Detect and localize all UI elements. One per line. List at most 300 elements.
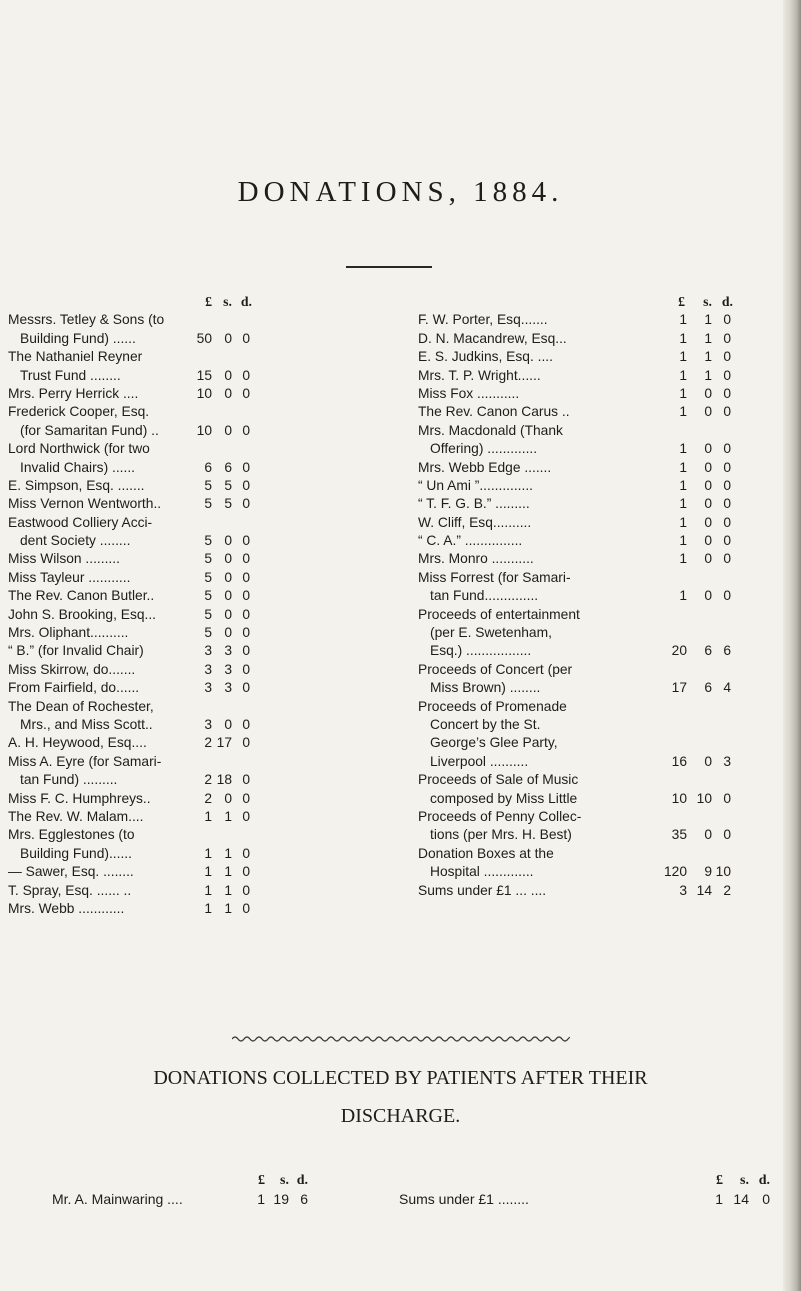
amount-pounds: 3 <box>204 716 212 732</box>
patient-donation-right <box>399 1172 799 1209</box>
donor-name: Liverpool .......... <box>430 753 529 769</box>
donation-row <box>418 459 798 477</box>
donor-name: Miss Fox ........... <box>418 385 520 401</box>
amount-pence: 0 <box>723 496 731 512</box>
amount-shillings: 1 <box>224 864 232 880</box>
amount-pounds: 1 <box>679 551 687 567</box>
amount-pounds: 1 <box>679 367 687 383</box>
amount-pence: 0 <box>242 569 250 585</box>
amount-pounds: 15 <box>196 367 212 383</box>
donor-name: Miss Forrest (for Samari- <box>418 569 571 585</box>
amount-shillings: 1 <box>704 312 712 328</box>
amount-pence: 0 <box>242 716 250 732</box>
donor-name: Miss A. Eyre (for Samari- <box>8 753 162 769</box>
amount-shillings: 0 <box>224 551 232 567</box>
donor-name: The Rev. W. Malam.... <box>8 808 144 824</box>
amount-pence: 0 <box>242 643 250 659</box>
amount-shillings: 3 <box>224 680 232 696</box>
amount-pence: 3 <box>723 753 731 769</box>
amount-pounds: 35 <box>671 827 687 843</box>
currency-header <box>399 1172 799 1190</box>
donation-row <box>8 514 372 532</box>
amount-pounds: 10 <box>196 385 212 401</box>
amount-pounds: 5 <box>204 625 212 641</box>
donor-name: Esq.) ................. <box>430 643 532 659</box>
amount-pence: 0 <box>723 551 731 567</box>
donation-row-continuation <box>8 459 372 477</box>
amount-shillings: 1 <box>704 330 712 346</box>
donation-row <box>418 514 798 532</box>
amount-shillings: 0 <box>224 588 232 604</box>
donation-row <box>8 698 372 716</box>
donor-name: A. H. Heywood, Esq.... <box>8 735 147 751</box>
section-title-line-2: DISCHARGE. <box>340 1105 461 1127</box>
amount-shillings: 1 <box>704 367 712 383</box>
donor-name: composed by Miss Little <box>430 790 578 806</box>
donation-row <box>52 1190 352 1208</box>
amount-shillings: 9 <box>704 864 712 880</box>
donor-name: Building Fund)...... <box>20 845 132 861</box>
donation-row <box>8 587 372 605</box>
pence-header: d. <box>240 294 252 309</box>
pence-header: d. <box>296 1173 308 1188</box>
donation-row-continuation <box>418 716 798 734</box>
amount-pence: 0 <box>242 459 250 475</box>
amount-shillings: 3 <box>224 643 232 659</box>
donation-row <box>8 826 372 844</box>
amount-shillings: 1 <box>224 845 232 861</box>
donor-name: Offering) ............. <box>430 441 538 457</box>
donor-name: The Rev. Canon Carus .. <box>418 404 570 420</box>
amount-shillings: 0 <box>704 588 712 604</box>
amount-pence: 0 <box>242 735 250 751</box>
donor-name: dent Society ........ <box>20 533 131 549</box>
donation-row-continuation <box>8 367 372 385</box>
donation-row <box>8 311 372 329</box>
amount-pounds: 1 <box>204 808 212 824</box>
pounds-header: £ <box>716 1173 723 1188</box>
donation-row <box>8 900 372 918</box>
wavy-divider <box>232 1034 570 1044</box>
amount-pence: 0 <box>242 367 250 383</box>
donor-name: Mrs. Oliphant.......... <box>8 625 129 641</box>
donor-name: Miss F. C. Humphreys.. <box>8 790 151 806</box>
donation-row <box>8 624 372 642</box>
amount-pounds: 5 <box>204 533 212 549</box>
donation-row-continuation <box>418 790 798 808</box>
donation-row-continuation <box>418 863 798 881</box>
amount-pence: 0 <box>762 1191 770 1208</box>
amount-pounds: 1 <box>679 533 687 549</box>
amount-shillings: 3 <box>224 661 232 677</box>
donation-row <box>399 1190 799 1208</box>
amount-pounds: 3 <box>204 680 212 696</box>
amount-shillings: 0 <box>224 422 232 438</box>
donor-name: George’s Glee Party, <box>430 735 558 751</box>
donor-name: Invalid Chairs) ...... <box>20 459 136 475</box>
amount-shillings: 6 <box>704 643 712 659</box>
donation-row <box>8 385 372 403</box>
donor-name: T. Spray, Esq. ...... .. <box>8 882 132 898</box>
amount-pounds: 1 <box>679 514 687 530</box>
amount-pence: 0 <box>242 551 250 567</box>
donor-name: Mrs. Egglestones (to <box>8 827 135 843</box>
amount-shillings: 0 <box>224 385 232 401</box>
amount-shillings: 14 <box>696 882 712 898</box>
amount-shillings: 0 <box>704 514 712 530</box>
donation-row <box>418 330 798 348</box>
amount-pence: 0 <box>723 441 731 457</box>
donation-row <box>418 477 798 495</box>
donor-name: The Rev. Canon Butler.. <box>8 588 155 604</box>
amount-shillings: 6 <box>224 459 232 475</box>
amount-shillings: 0 <box>704 496 712 512</box>
amount-pounds: 3 <box>204 643 212 659</box>
donation-row-continuation <box>418 826 798 844</box>
donation-row <box>418 771 798 789</box>
donations-left-column <box>8 293 372 918</box>
amount-pence: 0 <box>242 808 250 824</box>
donation-row-continuation <box>8 422 372 440</box>
amount-shillings: 6 <box>704 680 712 696</box>
currency-header <box>8 293 372 311</box>
amount-pounds: 1 <box>679 385 687 401</box>
donor-name: tan Fund.............. <box>430 588 539 604</box>
amount-pence: 0 <box>242 864 250 880</box>
donor-name: Trust Fund ........ <box>20 367 121 383</box>
amount-shillings: 1 <box>224 808 232 824</box>
donation-row-continuation <box>8 771 372 789</box>
amount-pounds: 17 <box>671 680 687 696</box>
donation-row-continuation <box>418 679 798 697</box>
donation-row-continuation <box>8 532 372 550</box>
amount-pounds: 1 <box>204 882 212 898</box>
donation-row <box>8 642 372 660</box>
donation-row-continuation <box>8 845 372 863</box>
donor-name: “ B.” (for Invalid Chair) <box>8 643 144 659</box>
amount-pence: 0 <box>242 661 250 677</box>
donor-name: “ T. F. G. B.” ......... <box>418 496 530 512</box>
donation-row <box>8 606 372 624</box>
donation-row <box>8 863 372 881</box>
amount-shillings: 5 <box>224 496 232 512</box>
donor-name: Messrs. Tetley & Sons (to <box>8 312 165 328</box>
amount-pence: 0 <box>723 533 731 549</box>
donor-name: Miss Wilson ......... <box>8 551 120 567</box>
amount-pounds: 6 <box>204 459 212 475</box>
amount-pounds: 5 <box>204 569 212 585</box>
donor-name: John S. Brooking, Esq... <box>8 606 157 622</box>
amount-shillings: 1 <box>224 882 232 898</box>
amount-pence: 0 <box>242 330 250 346</box>
donation-row <box>418 845 798 863</box>
amount-pounds: 2 <box>204 790 212 806</box>
amount-pounds: 5 <box>204 496 212 512</box>
donation-row <box>8 495 372 513</box>
donation-row <box>418 532 798 550</box>
donation-row-continuation <box>8 716 372 734</box>
donor-name: Hospital ............. <box>430 864 534 880</box>
donor-name: From Fairfield, do...... <box>8 680 140 696</box>
donation-row <box>418 882 798 900</box>
donation-row <box>8 661 372 679</box>
amount-pounds: 120 <box>663 864 687 880</box>
donor-name: Mrs. Macdonald (Thank <box>418 422 563 438</box>
amount-pence: 0 <box>723 477 731 493</box>
amount-shillings: 0 <box>704 459 712 475</box>
donor-name: E. S. Judkins, Esq. .... <box>418 349 553 365</box>
amount-pence: 0 <box>242 533 250 549</box>
donor-name: W. Cliff, Esq.......... <box>418 514 532 530</box>
donation-row <box>8 550 372 568</box>
donations-right-column <box>418 293 798 900</box>
donor-name: Mrs. Monro ........... <box>418 551 534 567</box>
donation-row <box>8 882 372 900</box>
donation-row <box>418 422 798 440</box>
donor-name: Proceeds of Concert (per <box>418 661 573 677</box>
shillings-header: s. <box>223 294 232 309</box>
donation-row <box>418 348 798 366</box>
section-title-line-1: DONATIONS COLLECTED BY PATIENTS AFTER THEIR <box>153 1067 648 1089</box>
donation-row-continuation <box>418 642 798 660</box>
amount-shillings: 0 <box>704 441 712 457</box>
donation-row <box>418 550 798 568</box>
patient-donation-left <box>52 1172 352 1209</box>
donation-row <box>418 606 798 624</box>
amount-pence: 0 <box>723 312 731 328</box>
amount-pence: 0 <box>242 882 250 898</box>
donation-row <box>418 385 798 403</box>
amount-shillings: 0 <box>704 827 712 843</box>
donation-row <box>418 808 798 826</box>
amount-pounds: 1 <box>679 588 687 604</box>
currency-header <box>52 1172 352 1190</box>
donor-name: Mrs., and Miss Scott.. <box>20 716 153 732</box>
amount-pounds: 10 <box>671 790 687 806</box>
donor-name: Sums under £1 ... .... <box>418 882 547 898</box>
amount-pounds: 1 <box>679 477 687 493</box>
amount-shillings: 0 <box>704 385 712 401</box>
amount-pence: 0 <box>242 900 250 916</box>
donor-name: “ Un Ami ”.............. <box>418 477 533 493</box>
donor-name: Mr. A. Mainwaring .... <box>52 1191 183 1208</box>
donor-name: tions (per Mrs. H. Best) <box>430 827 572 843</box>
pounds-header: £ <box>205 294 212 309</box>
shillings-header: s. <box>740 1173 749 1188</box>
amount-shillings: 0 <box>704 533 712 549</box>
amount-shillings: 14 <box>733 1191 749 1208</box>
amount-pounds: 2 <box>204 772 212 788</box>
shillings-header: s. <box>280 1173 289 1188</box>
donation-row <box>8 569 372 587</box>
donor-name: Donation Boxes at the <box>418 845 554 861</box>
amount-pounds: 2 <box>204 735 212 751</box>
pence-header: d. <box>721 294 733 309</box>
donor-name: Miss Skirrow, do....... <box>8 661 136 677</box>
donation-row <box>8 348 372 366</box>
amount-pence: 0 <box>242 422 250 438</box>
page-title: DONATIONS, 1884. <box>237 176 564 208</box>
amount-pence: 0 <box>723 514 731 530</box>
donor-name: Proceeds of Promenade <box>418 698 567 714</box>
donor-name: Building Fund) ...... <box>20 330 136 346</box>
donor-name: Miss Vernon Wentworth.. <box>8 496 162 512</box>
donor-name: Mrs. Webb ............ <box>8 900 125 916</box>
amount-shillings: 17 <box>216 735 232 751</box>
donor-name: Miss Brown) ........ <box>430 680 541 696</box>
amount-pence: 0 <box>242 606 250 622</box>
donation-row <box>8 808 372 826</box>
amount-pence: 0 <box>723 404 731 420</box>
donor-name: The Nathaniel Reyner <box>8 349 143 365</box>
pounds-header: £ <box>678 294 685 309</box>
amount-pounds: 16 <box>671 753 687 769</box>
shillings-header: s. <box>703 294 712 309</box>
amount-pounds: 5 <box>204 551 212 567</box>
amount-pence: 6 <box>723 643 731 659</box>
donation-row <box>8 440 372 458</box>
donation-row <box>8 753 372 771</box>
amount-shillings: 0 <box>224 367 232 383</box>
amount-pounds: 1 <box>204 900 212 916</box>
donation-row-continuation <box>418 734 798 752</box>
donation-row-continuation <box>8 330 372 348</box>
amount-pence: 0 <box>723 330 731 346</box>
amount-shillings: 0 <box>224 606 232 622</box>
amount-shillings: 1 <box>704 349 712 365</box>
amount-shillings: 10 <box>696 790 712 806</box>
amount-pounds: 5 <box>204 606 212 622</box>
amount-pounds: 3 <box>679 882 687 898</box>
amount-pence: 0 <box>723 827 731 843</box>
amount-pence: 4 <box>723 680 731 696</box>
donor-name: Sums under £1 ........ <box>399 1191 529 1208</box>
donor-name: Proceeds of Penny Collec- <box>418 808 582 824</box>
amount-shillings: 0 <box>704 753 712 769</box>
amount-pounds: 1 <box>679 330 687 346</box>
amount-shillings: 0 <box>224 533 232 549</box>
donor-name: Eastwood Colliery Acci- <box>8 514 153 530</box>
amount-pounds: 5 <box>204 588 212 604</box>
amount-pounds: 1 <box>204 845 212 861</box>
donor-name: Proceeds of entertainment <box>418 606 580 622</box>
donor-name: Miss Tayleur ........... <box>8 569 131 585</box>
amount-pence: 0 <box>242 790 250 806</box>
donor-name: Concert by the St. <box>430 716 541 732</box>
amount-pence: 0 <box>723 385 731 401</box>
amount-pounds: 1 <box>204 864 212 880</box>
amount-pounds: 1 <box>679 441 687 457</box>
amount-pence: 0 <box>242 845 250 861</box>
donor-name: The Dean of Rochester, <box>8 698 154 714</box>
donation-row <box>418 661 798 679</box>
amount-shillings: 0 <box>704 404 712 420</box>
amount-shillings: 0 <box>224 625 232 641</box>
donor-name: “ C. A.” ............... <box>418 533 523 549</box>
donor-name: tan Fund) ......... <box>20 772 118 788</box>
amount-pounds: 10 <box>196 422 212 438</box>
amount-pence: 10 <box>715 864 731 880</box>
donation-row-continuation <box>418 587 798 605</box>
donor-name: Proceeds of Sale of Music <box>418 772 579 788</box>
donor-name: F. W. Porter, Esq....... <box>418 312 548 328</box>
amount-shillings: 0 <box>224 330 232 346</box>
amount-pounds: 1 <box>715 1191 723 1208</box>
donation-row <box>8 734 372 752</box>
donation-row <box>418 403 798 421</box>
amount-pence: 0 <box>723 367 731 383</box>
amount-shillings: 5 <box>224 477 232 493</box>
amount-pence: 0 <box>242 625 250 641</box>
amount-pounds: 1 <box>679 459 687 475</box>
donation-row-continuation <box>418 753 798 771</box>
amount-shillings: 19 <box>273 1191 289 1208</box>
donor-name: Lord Northwick (for two <box>8 441 150 457</box>
amount-shillings: 1 <box>224 900 232 916</box>
amount-pence: 0 <box>242 496 250 512</box>
currency-header <box>418 293 798 311</box>
pounds-header: £ <box>258 1173 265 1188</box>
donor-name: Mrs. Perry Herrick .... <box>8 385 139 401</box>
amount-pence: 0 <box>242 385 250 401</box>
donation-row <box>418 569 798 587</box>
amount-pence: 2 <box>723 882 731 898</box>
amount-shillings: 0 <box>224 716 232 732</box>
donor-name: — Sawer, Esq. ........ <box>8 864 134 880</box>
amount-pence: 0 <box>723 459 731 475</box>
pence-header: d. <box>758 1173 770 1188</box>
donation-row <box>8 477 372 495</box>
amount-shillings: 0 <box>704 551 712 567</box>
amount-shillings: 0 <box>704 477 712 493</box>
amount-pounds: 1 <box>679 349 687 365</box>
amount-pence: 0 <box>242 680 250 696</box>
donation-row <box>8 679 372 697</box>
amount-pounds: 1 <box>679 312 687 328</box>
amount-pounds: 3 <box>204 661 212 677</box>
amount-shillings: 0 <box>224 790 232 806</box>
amount-pence: 0 <box>723 588 731 604</box>
donation-row <box>418 495 798 513</box>
amount-pounds: 20 <box>671 643 687 659</box>
donor-name: Mrs. T. P. Wright...... <box>418 367 541 383</box>
amount-pounds: 1 <box>679 496 687 512</box>
amount-pence: 0 <box>242 588 250 604</box>
donor-name: Mrs. Webb Edge ....... <box>418 459 552 475</box>
amount-pounds: 5 <box>204 477 212 493</box>
amount-shillings: 18 <box>216 772 232 788</box>
donation-row <box>418 311 798 329</box>
donation-row <box>418 367 798 385</box>
donor-name: E. Simpson, Esq. ....... <box>8 477 145 493</box>
amount-pence: 0 <box>723 790 731 806</box>
donation-row <box>418 698 798 716</box>
donation-row-continuation <box>418 440 798 458</box>
amount-pounds: 1 <box>679 404 687 420</box>
donation-row <box>8 403 372 421</box>
amount-pence: 0 <box>242 477 250 493</box>
amount-pence: 6 <box>300 1191 308 1208</box>
title-rule <box>346 266 432 268</box>
donor-name: D. N. Macandrew, Esq... <box>418 330 567 346</box>
donation-row-continuation <box>418 624 798 642</box>
donor-name: (per E. Swetenham, <box>430 625 552 641</box>
amount-pounds: 1 <box>257 1191 265 1208</box>
donor-name: Frederick Cooper, Esq. <box>8 404 150 420</box>
amount-pence: 0 <box>723 349 731 365</box>
amount-pounds: 50 <box>196 330 212 346</box>
donation-row <box>8 790 372 808</box>
